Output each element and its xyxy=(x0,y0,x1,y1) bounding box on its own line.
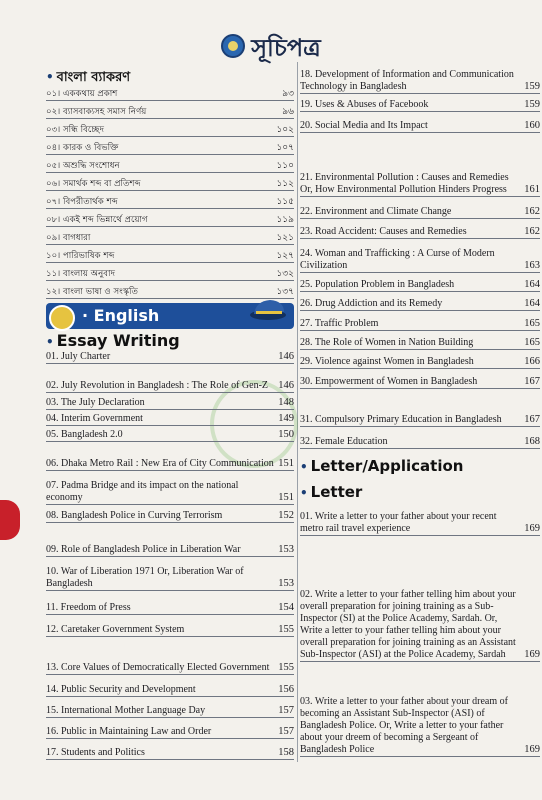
list-item: 23. Road Accident: Causes and Remedies 162 xyxy=(300,226,540,237)
list-item: 25. Population Problem in Bangladesh 164 xyxy=(300,279,540,290)
letter-heading: • Letter xyxy=(300,483,363,501)
list-item: 11. Freedom of Press 154 xyxy=(46,602,294,613)
list-item: 26. Drug Addiction and its Remedy 164 xyxy=(300,298,540,309)
column-divider xyxy=(297,62,298,762)
list-item: 03. The July Declaration 148 xyxy=(46,397,294,408)
list-item: 02. July Revolution in Bangladesh : The Role of Gen-Z 146 xyxy=(46,365,294,393)
list-item: 16. Public in Maintaining Law and Order 157 xyxy=(46,726,294,737)
english-banner-label: · English xyxy=(82,306,160,325)
page-title: সূচিপত্র xyxy=(0,30,542,70)
list-item: 18. Development of Information and Communication Technology in Bangladesh 159 xyxy=(300,66,540,94)
english-banner xyxy=(46,303,294,329)
list-item: 01. July Charter 146 xyxy=(46,351,294,362)
emblem-icon xyxy=(221,34,245,58)
list-item: 06. Dhaka Metro Rail : New Era of City Communication 151 xyxy=(46,443,294,471)
list-item: 14. Public Security and Development 156 xyxy=(46,684,294,695)
list-item: ০১। এককথায় প্রকাশ ৯৩ xyxy=(46,84,294,101)
police-cap-icon xyxy=(248,297,288,323)
list-item: 10. War of Liberation 1971 Or, Liberation War of Bangladesh 153 xyxy=(46,560,294,591)
list-item: 28. The Role of Women in Nation Building 165 xyxy=(300,337,540,348)
list-item: 09. Role of Bangladesh Police in Liberation War 153 xyxy=(46,526,294,557)
list-item: 15. International Mother Language Day 157 xyxy=(46,705,294,716)
list-item: 01. Write a letter to your father about your recent metro rail travel experience 169 xyxy=(300,505,540,536)
list-item: 27. Traffic Problem 165 xyxy=(300,318,540,329)
list-item: ০২। ব্যাসবাক্যসহ সমাস নির্ণয় ৯৬ xyxy=(46,102,294,119)
list-item: ০৫। অশুদ্ধি সংশোধন ১১০ xyxy=(46,156,294,173)
list-item: 07. Padma Bridge and its impact on the national economy 151 xyxy=(46,474,294,505)
letter-application-heading: • Letter/Application xyxy=(300,457,464,475)
list-item: 05. Bangladesh 2.0 150 xyxy=(46,429,294,440)
list-item: 31. Compulsory Primary Education in Bangladesh 167 xyxy=(300,396,540,427)
list-item: 24. Woman and Trafficking : A Curse of Modern Civilization 163 xyxy=(300,244,540,273)
essay-writing-heading: • Essay Writing xyxy=(46,331,180,350)
list-item: 21. Environmental Pollution : Causes and Remedies Or, How Environmental Pollution Hinders Progress 161 xyxy=(300,138,540,197)
list-item: 29. Violence against Women in Bangladesh 166 xyxy=(300,356,540,367)
list-item: 13. Core Values of Democratically Elected Government 155 xyxy=(46,644,294,675)
list-item: 22. Environment and Climate Change 162 xyxy=(300,206,540,217)
list-item: 12. Caretaker Government System 155 xyxy=(46,624,294,635)
list-item: 04. Interim Government 149 xyxy=(46,413,294,424)
list-item: ০৭। বিপরীতার্থক শব্দ ১১৫ xyxy=(46,192,294,209)
list-item: 32. Female Education 168 xyxy=(300,436,540,447)
list-item: 02. Write a letter to your father telling him about your overall preparation for joining training as a Sub-Inspector (SI) at the Police Academy, Sardah. Or, Write a letter to your father telling him about your overall preparation for joining training as an Assistant Sub-Inspector (ASI) at the Police Academy, Sardah 169 xyxy=(300,543,540,662)
list-item: ১০। পারিভাষিক শব্দ ১২৭ xyxy=(46,246,294,263)
list-item: ০৪। কারক ও বিভক্তি ১০৭ xyxy=(46,138,294,155)
list-item: 20. Social Media and Its Impact 160 xyxy=(300,120,540,131)
list-item: 19. Uses & Abuses of Facebook 159 xyxy=(300,99,540,110)
list-item: ০৮। একই শব্দ ভিন্নার্থে প্রয়োগ ১১৯ xyxy=(46,210,294,227)
list-item: 30. Empowerment of Women in Bangladesh 167 xyxy=(300,376,540,387)
list-item: ১২। বাংলা ভাষা ও সংস্কৃতি ১৩৭ xyxy=(46,282,294,299)
list-item: ০৯। বাগধারা ১২১ xyxy=(46,228,294,245)
list-item: ০৩। সন্ধি বিচ্ছেদ ১০২ xyxy=(46,120,294,137)
list-item: ১১। বাংলায় অনুবাদ ১৩২ xyxy=(46,264,294,281)
bangla-grammar-heading: • বাংলা ব্যাকরণ xyxy=(46,70,131,85)
list-item: 08. Bangladesh Police in Curving Terrorism 152 xyxy=(46,510,294,521)
police-badge-icon xyxy=(49,305,75,331)
bookmark-tab xyxy=(0,500,20,540)
list-item: 17. Students and Politics 158 xyxy=(46,747,294,758)
list-item: 03. Write a letter to your father about your dream of becoming an Assistant Sub-Inspector (ASI) of Bangladesh Police. Or, Write a letter to your father about your dreem of becoming a Sergeant of Bangladesh Police 169 xyxy=(300,668,540,757)
list-item: ০৬। সমার্থক শব্দ বা প্রতিশব্দ ১১২ xyxy=(46,174,294,191)
